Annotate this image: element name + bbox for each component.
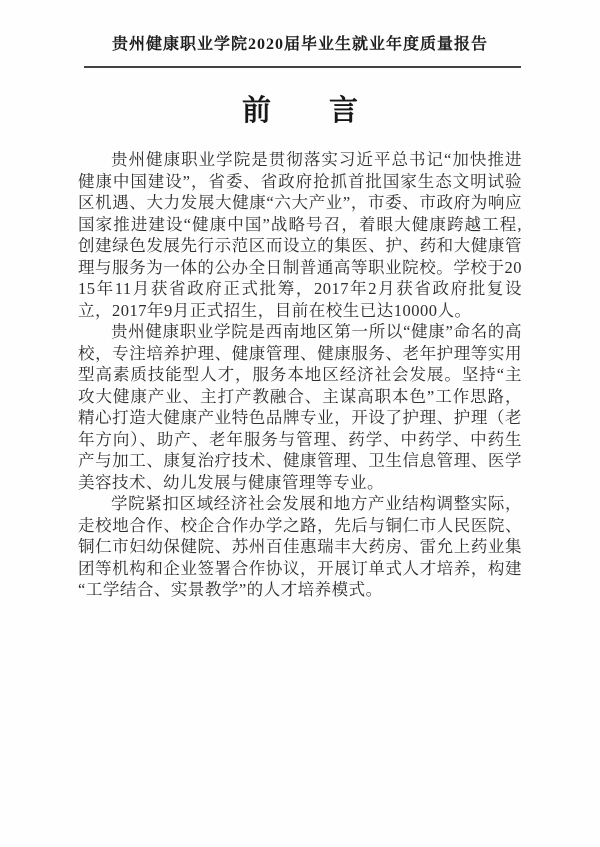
preface-body (78, 149, 522, 601)
header-divider-rule (84, 66, 521, 68)
preface-paragraph-3: 学院紧扣区域经济社会发展和地方产业结构调整实际，走校地合作、校企合作办学之路，先后与铜仁市人民医院、铜仁市妇幼保健院、苏州百佳惠瑞丰大药房、雷允上药业集团等机构和企业签署合作协议，开展订单式人才培养，构建“工学结合、实景教学”的人才培养模式。 (78, 494, 522, 599)
preface-paragraph-1: 贵州健康职业学院是贯彻落实习近平总书记“加快推进健康中国建设”，省委、省政府抢抓首批国家生态文明试验区机遇、大力发展大健康“六大产业”，市委、市政府为响应国家推进建设“健康中国”战略号召，着眼大健康跨越工程,创建绿色发展先行示范区而设立的集医、护、药和大健康管理与服务为一体的公办全日制普通高等职业院校。学校于2015年11月获省政府正式批筹，2017年2月获省政府批复设立，2017年9月正式招生，目前在校生已达10000人。 (78, 150, 522, 320)
report-header-title: 贵州健康职业学院2020届毕业生就业年度质量报告 (111, 36, 488, 53)
preface-paragraph-2: 贵州健康职业学院是西南地区第一所以“健康”命名的高校，专注培养护理、健康管理、健康服务、老年护理等实用型高素质技能型人才，服务本地区经济社会发展。坚持“主攻大健康产业、主打产教融合、主谋高职本色”工作思路，精心打造大健康产业特色品牌专业，开设了护理、护理（老年方向）、助产、老年服务与管理、药学、中药学、中药生产与加工、康复治疗技术、健康管理、卫生信息管理、医学美容技术、幼儿发展与健康管理等专业。 (78, 322, 522, 492)
page-header (0, 0, 600, 68)
preface-section-title: 前 言 (241, 95, 358, 127)
